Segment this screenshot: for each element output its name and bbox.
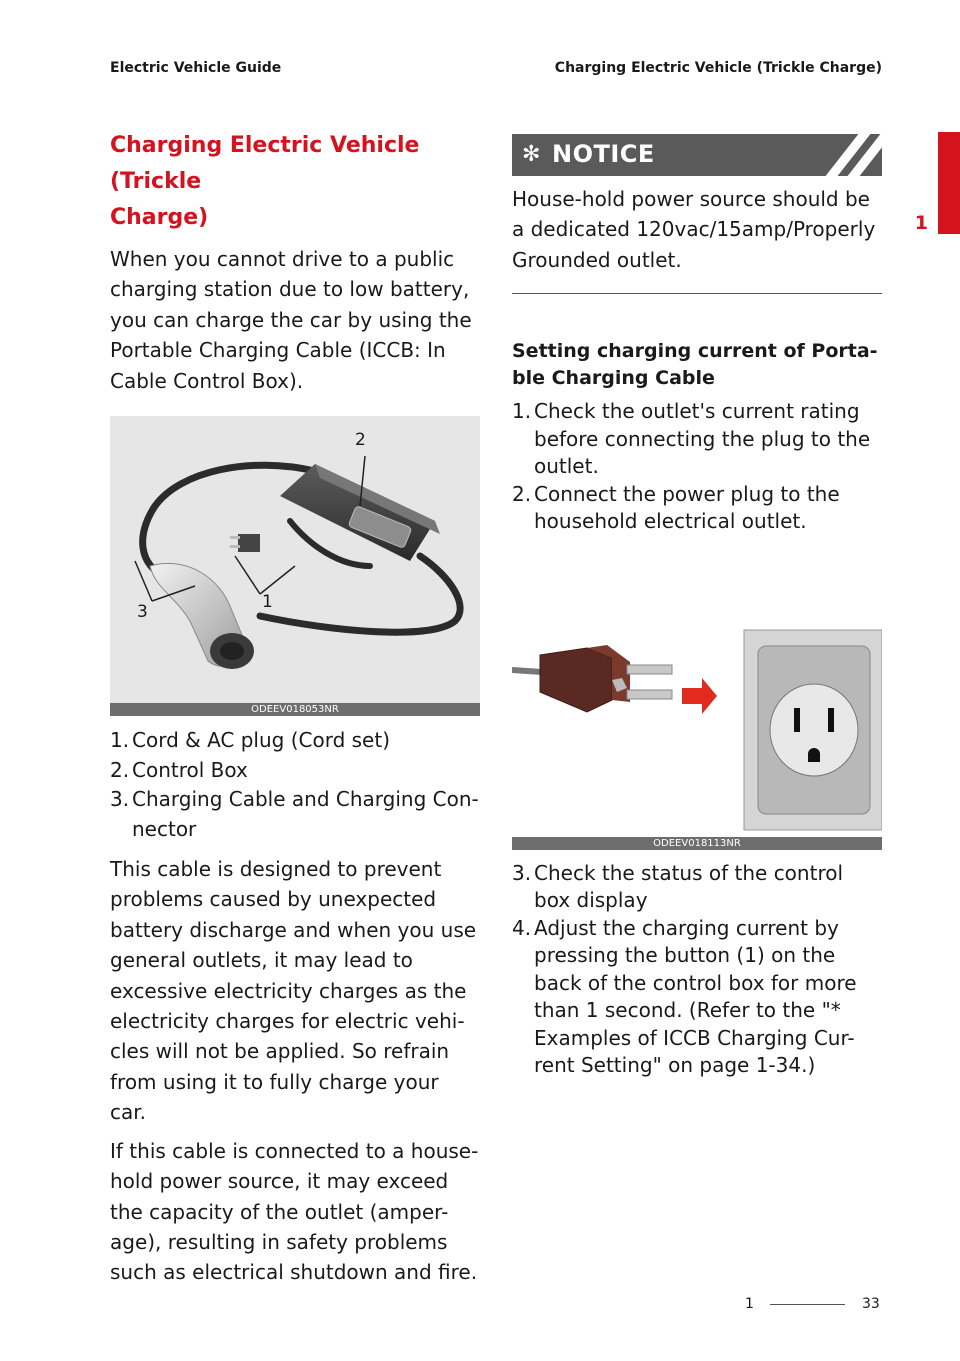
- notice-header: [512, 134, 882, 176]
- figure-label-3: 3: [137, 602, 148, 623]
- chapter-tab: [938, 132, 960, 234]
- notice-text: House-hold power source should be a dedicated 120vac/15amp/Properly Grounded outlet.: [512, 187, 876, 272]
- chapter-tab-number: 1: [914, 212, 928, 234]
- paragraph-household-power: If this cable is connected to a house- hold power source, it may exceed the capacity of the outlet (amper- age), resulting in safety problems such as electrical shutdown and fire.: [110, 1138, 479, 1285]
- left-column: [110, 128, 480, 1296]
- list-item: 2. Control Box: [110, 757, 248, 782]
- steps-list-b: [512, 860, 882, 1080]
- section-title-line2: Charge): [110, 205, 209, 230]
- list-item: 1. Check the outlet's current rating before connecting the plug to the outlet.: [512, 399, 871, 479]
- subsection-title: Setting charging current of Porta- ble Charging Cable: [512, 340, 878, 390]
- portable-charging-cable-illustration: [110, 416, 480, 703]
- paragraph-discharge: This cable is designed to prevent problems caused by unexpected battery discharge and when you use general outlets, it may lead to excessive electricity charges as the electricity charges for electric vehi- cles will not be applied. So refrain from using it to fully charge your car.: [110, 857, 477, 1125]
- footer-page-number: 33: [862, 1296, 880, 1312]
- right-column: [512, 134, 882, 1080]
- notice-divider: [512, 293, 882, 294]
- list-item: 2. Connect the power plug to the household electrical outlet.: [512, 481, 840, 534]
- component-list: [110, 726, 480, 844]
- intro-paragraph: When you cannot drive to a public charging station due to low battery, you can charge the car by using the Portable Charging Cable (ICCB: In Cable Control Box).: [110, 247, 472, 393]
- header-guide-title: Electric Vehicle Guide: [110, 60, 282, 76]
- list-item: 3. Check the status of the control box display: [512, 860, 844, 913]
- figure-caption: ODEEV018113NR: [512, 837, 882, 850]
- figure-caption: ODEEV018053NR: [110, 703, 480, 716]
- notice-star-icon: ✻: [522, 142, 541, 167]
- figure-label-1: 1: [262, 592, 273, 613]
- footer-chapter-number: 1: [745, 1296, 754, 1312]
- figure-label-2: 2: [355, 430, 366, 451]
- notice-label: NOTICE: [552, 140, 655, 168]
- steps-list-a: [512, 398, 882, 536]
- section-title-line1: Charging Electric Vehicle (Trickle: [110, 133, 420, 194]
- list-item: 4. Adjust the charging current by pressing the button (1) on the back of the control box for more than 1 second. (Refer to the "* Examples of ICCB Charging Cur- rent Setting" on page 1-34.): [512, 915, 857, 1078]
- plug-and-outlet-illustration: [512, 550, 882, 837]
- list-item: 3. Charging Cable and Charging Con- nector: [110, 787, 479, 841]
- portable-charging-cable-figure: [110, 416, 480, 716]
- list-item: 1. Cord & AC plug (Cord set): [110, 728, 391, 753]
- header-section-title: Charging Electric Vehicle (Trickle Charge): [554, 60, 882, 76]
- footer-divider: [770, 1304, 845, 1305]
- section-title: [110, 128, 480, 236]
- plug-outlet-figure: [512, 550, 882, 850]
